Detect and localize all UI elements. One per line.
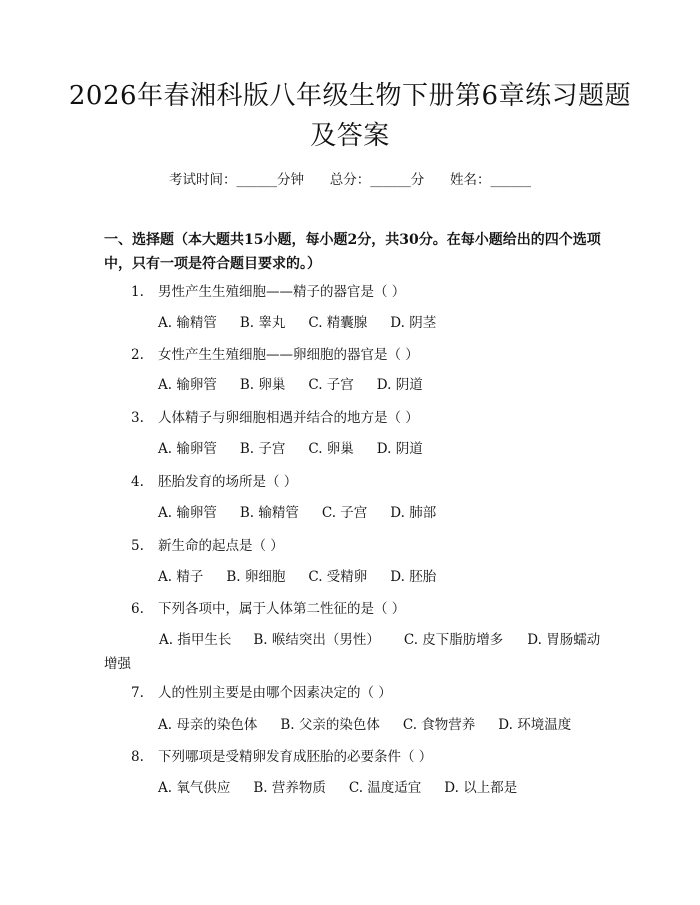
question-number: 6. — [131, 601, 144, 617]
question — [131, 747, 432, 767]
option: C. 子宫 — [321, 505, 368, 521]
question — [131, 599, 405, 619]
question — [131, 536, 284, 556]
question-options — [158, 715, 571, 735]
question-options — [158, 778, 517, 798]
option: D. 肺部 — [390, 505, 437, 521]
question-number: 1. — [131, 284, 144, 300]
question-text: 新生命的起点是（ ） — [158, 538, 284, 554]
question-text: 人体精子与卵细胞相遇并结合的地方是（ ） — [158, 410, 419, 426]
question-text: 胚胎发育的场所是（ ） — [158, 474, 298, 490]
option: B. 父亲的染色体 — [280, 717, 380, 733]
option: A. 输卵管 — [158, 441, 217, 457]
option: C. 子宫 — [308, 377, 354, 393]
question — [131, 408, 419, 428]
question-text: 下列哪项是受精卵发育成胚胎的必要条件（ ） — [158, 749, 433, 765]
option: D. 胃肠蠕动增强 — [104, 632, 601, 672]
option: A. 母亲的染色体 — [158, 717, 258, 733]
question-number: 5. — [131, 538, 144, 554]
option: D. 胚胎 — [390, 569, 437, 585]
section-heading: 一、选择题（本大题共15小题，每小题2分，共30分。在每小题给出的四个选项中，只有一项是符合题目要求的。） — [104, 232, 601, 272]
exam-info — [0, 168, 700, 188]
question-text: 人的性别主要是由哪个因素决定的（ ） — [158, 685, 392, 701]
question-text: 女性产生生殖细胞——卵细胞的器官是（ ） — [158, 347, 419, 363]
question-text: 男性产生生殖细胞——精子的器官是（ ） — [158, 284, 406, 300]
question-number: 8. — [131, 749, 144, 765]
option: D. 阴道 — [376, 441, 423, 457]
question-options — [158, 503, 436, 523]
name-label: 姓名：______ — [450, 172, 531, 188]
option: B. 卵巢 — [239, 377, 286, 393]
option: B. 营养物质 — [253, 780, 326, 796]
option: A. 氧气供应 — [158, 780, 231, 796]
option: B. 睾丸 — [239, 315, 286, 331]
question — [131, 683, 392, 703]
option: A. 输卵管 — [158, 505, 217, 521]
option: B. 卵细胞 — [226, 569, 286, 585]
option: C. 精囊腺 — [308, 315, 368, 331]
question-text: 下列各项中，属于人体第二性征的是（ ） — [158, 601, 406, 617]
document-title: 2026年春湘科版八年级生物下册第6章练习题题及答案 — [68, 81, 632, 151]
option: D. 阴道 — [376, 377, 423, 393]
option: C. 卵巢 — [308, 441, 354, 457]
option: A. 输精管 — [158, 315, 217, 331]
question — [131, 472, 297, 492]
question — [131, 282, 405, 302]
question-number: 3. — [131, 410, 144, 426]
question-options — [158, 375, 423, 395]
option: D. 环境温度 — [498, 717, 572, 733]
question-options — [158, 313, 436, 333]
question — [131, 345, 419, 365]
question-options — [158, 439, 423, 459]
question-options — [158, 567, 436, 587]
question-number: 7. — [131, 685, 144, 701]
question-number: 2. — [131, 347, 144, 363]
question-options — [104, 628, 604, 676]
option: A. 指甲生长 — [159, 632, 232, 648]
option: A. 精子 — [158, 569, 204, 585]
total-score-label: 总分：______分 — [329, 172, 425, 188]
option: C. 皮下脂肪增多 — [403, 632, 504, 648]
question-number: 4. — [131, 474, 144, 490]
option: B. 输精管 — [239, 505, 299, 521]
option: C. 受精卵 — [308, 569, 368, 585]
option: D. 以上都是 — [444, 780, 518, 796]
option: D. 阴茎 — [390, 315, 437, 331]
option: A. 输卵管 — [158, 377, 217, 393]
exam-time-label: 考试时间：______分钟 — [169, 172, 304, 188]
option: B. 子宫 — [239, 441, 286, 457]
option: C. 食物营养 — [402, 717, 476, 733]
option: C. 温度适宜 — [348, 780, 422, 796]
option: B. 喉结突出（男性） — [253, 632, 380, 648]
